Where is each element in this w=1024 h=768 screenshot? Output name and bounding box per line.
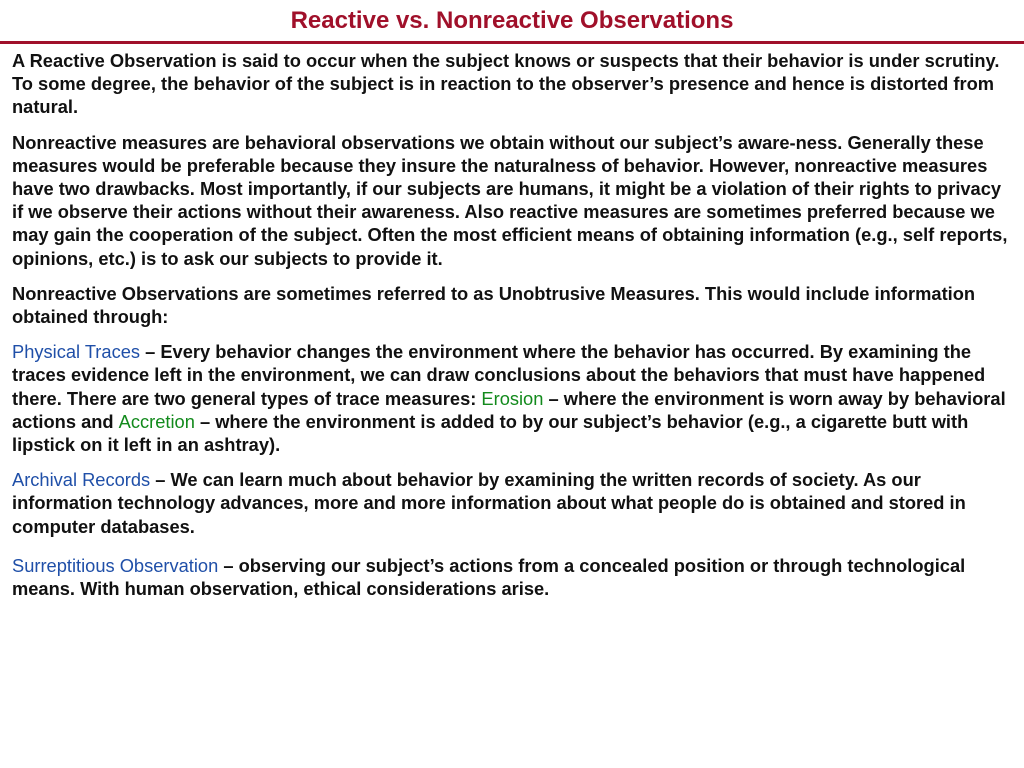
term-physical-traces: Physical Traces <box>12 341 141 363</box>
paragraph-archival-records <box>12 468 1014 538</box>
paragraph-reactive-observation: A Reactive Observation is said to occur when the subject knows or suspects that their behavior is under scrutiny. To some degree, the behavior of the subject is in reaction to the observer’s presence and hence is distorted from natural. <box>12 50 1000 118</box>
physical-traces-text-a: – Every behavior changes the environment where the behavior has occurred. By examining the traces evidence left in the environment, we can draw conclusions about the behaviors that must have happened there. There are two general types of trace measures: <box>12 341 986 409</box>
paragraph-physical-traces <box>12 340 1014 456</box>
paragraph-unobtrusive-measures: Nonreactive Observations are sometimes referred to as Unobtrusive Measures. This would include information obtained through: <box>12 282 976 328</box>
title-underline <box>0 41 1024 44</box>
term-erosion: Erosion <box>481 387 544 409</box>
surreptitious-observation-text: – observing our subject’s actions from a concealed position or through technological means. With human observation, ethical considerations arise. <box>12 554 966 600</box>
archival-records-text: – We can learn much about behavior by examining the written records of society. As our information technology advances, more and more information about what people do is obtained and stored in computer databases. <box>12 469 966 537</box>
page-title: Reactive vs. Nonreactive Observations <box>290 7 734 34</box>
term-accretion: Accretion <box>118 410 195 432</box>
term-archival-records: Archival Records <box>12 469 151 491</box>
slide-body <box>12 49 1014 612</box>
paragraph-nonreactive-measures: Nonreactive measures are behavioral observations we obtain without our subject’s aware-ness. Generally these measures would be preferable because they insure the naturalness of behavior. However, nonreactive measures have two drawbacks. Most importantly, if our subjects are humans, it might be a violation of their rights to privacy if we observe their actions without their awareness. Also reactive measures are sometimes preferred because we may gain the cooperation of the subject. Often the most efficient means of obtaining information (e.g., self reports, opinions, etc.) is to ask our subjects to provide it. <box>12 131 1008 269</box>
paragraph-surreptitious-observation <box>12 554 1014 600</box>
physical-traces-text-c: – where the environment is added to by our subject’s behavior (e.g., a cigarette butt with lipstick on it left in an ashtray). <box>12 410 969 456</box>
term-surreptitious-observation: Surreptitious Observation <box>12 554 219 576</box>
physical-traces-text-b: – where the environment is worn away by behavioral actions and <box>12 387 1006 432</box>
